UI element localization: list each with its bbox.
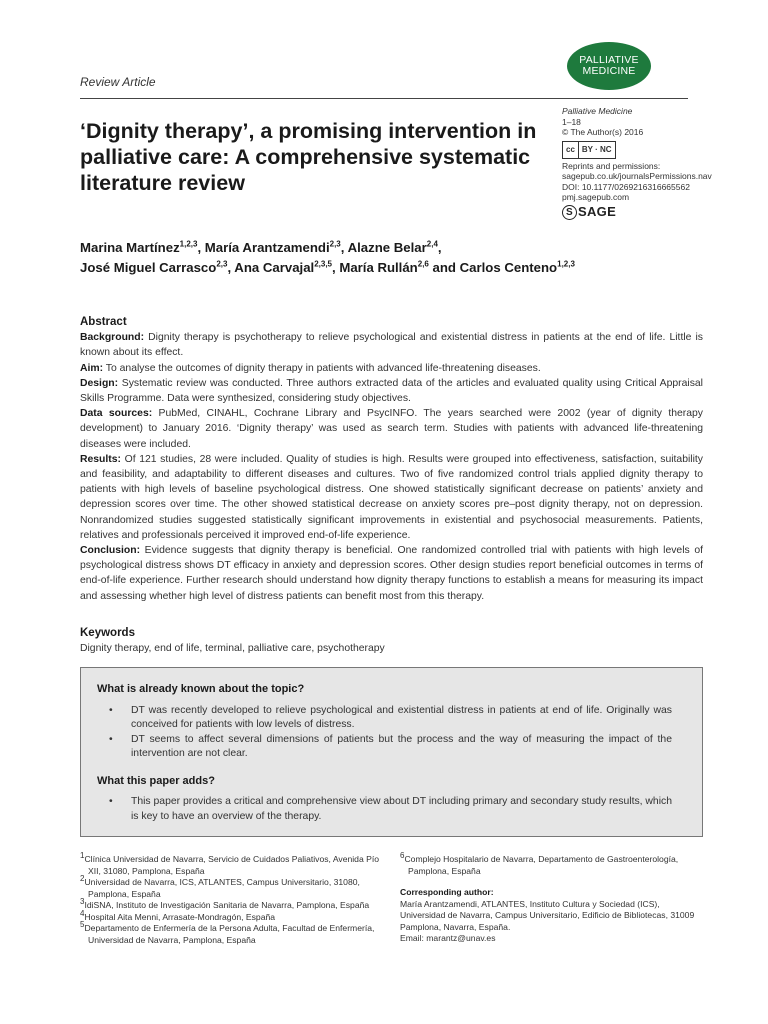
author-affiliation: 2,4: [426, 239, 438, 249]
author-name: María Rullán: [339, 260, 418, 275]
author-name: Carlos Centeno: [459, 260, 558, 275]
affiliations-right: [400, 851, 700, 945]
abstract-sources: [80, 406, 703, 452]
paper-title: ‘Dignity therapy’, a promising intervention in palliative care: A comprehensive systematic literature review: [80, 119, 537, 195]
affiliation: [80, 920, 380, 946]
keywords-text: Dignity therapy, end of life, terminal, palliative care, psychotherapy: [80, 643, 385, 654]
conclusion-text: Evidence suggests that dignity therapy is beneficial. One randomized controlled trial with patients with high levels of psychological distress shows DT efficacy in anxiety and depression scores. Other design studies report beneficial outcomes in terms of end-of-life experience. Further research should understand how dignity therapy functions to establish a means for measuring its impact and assessing whether high level of distress patients can benefit most from this therapy.: [80, 545, 703, 602]
design-text: Systematic review was conducted. Three authors extracted data of the articles and evaluated quality using Critical Appraisal Skills Programme. Data were synthesized, considering study objectives.: [80, 377, 703, 405]
abstract: [80, 315, 703, 604]
corresponding-heading: Corresponding author:: [400, 887, 494, 897]
author-affiliation: 2,6: [417, 259, 429, 269]
sage-icon: S: [562, 205, 577, 220]
aim-label: Aim:: [80, 362, 104, 374]
background-label: Background:: [80, 332, 145, 344]
abstract-heading: Abstract: [80, 316, 127, 328]
affiliation-number: 3: [80, 897, 85, 907]
known-list: [97, 704, 686, 762]
background-text: Dignity therapy is psychotherapy to relieve psychological and existential distress in patients at the end of life. Little is known about its effect.: [80, 332, 703, 359]
affiliation-number: 1: [80, 851, 85, 861]
publisher-logo: [562, 205, 742, 220]
affiliation-number: 6: [400, 851, 405, 861]
article-type: Review Article: [80, 75, 156, 89]
author-name: Marina Martínez: [80, 240, 180, 255]
affiliation: [80, 874, 380, 900]
known-heading: What is already known about the topic?: [97, 683, 305, 695]
author-affiliation: 2,3: [216, 259, 228, 269]
sources-text: PubMed, CINAHL, Cochrane Library and PsycINFO. The years searched were 2002 (year of dignity therapy development) to January 2016. ‘Dignity therapy’ was used as search term. Studies with patients with advanced life-threatening diseases were included.: [80, 408, 703, 450]
author-separator: ,: [197, 240, 205, 255]
abstract-aim: [80, 361, 703, 376]
corresponding-address: María Arantzamendi, ATLANTES, Instituto Cultura y Sociedad (ICS), Universidad de Navarra, Campus Universitario, Edificio de Bibliotecas, 31009 Pamplona, Navarra, España.: [400, 898, 695, 932]
page-range: 1–18: [562, 116, 581, 127]
results-text: Of 121 studies, 28 were included. Quality of studies is high. Results were grouped into effectiveness, satisfaction, suitability and feasibility, and adaptability to different diseases and cultures. Two of five randomized control trials applied dignity therapy to patients with high levels of baseline psychological distress. One showed statistically significant decrease on patients’ anxiety and depression scores over time. The other showed statistical decrease on anxiety scores pre–post dignity therapy, not on depression. Nonrandomized studies suggested statistically significant improvements in existential and psychosocial measurements. Patients, relatives and professionals perceived it improved end-of-life experience.: [80, 453, 703, 541]
conclusion-label: Conclusion:: [80, 545, 141, 557]
affiliation-text: IdiSNA, Instituto de Investigación Sanitaria de Navarra, Pamplona, España: [84, 900, 370, 910]
affiliation: [80, 908, 380, 924]
corresponding-email[interactable]: Email: marantz@unav.es: [400, 933, 496, 943]
author-affiliation: 1,2,3: [557, 259, 575, 269]
publisher-name: SAGE: [578, 203, 617, 219]
header-divider: [80, 98, 688, 99]
author-separator: ,: [332, 260, 340, 275]
author-name: María Arantzamendi: [204, 240, 330, 255]
affiliation-text: Clínica Universidad de Navarra, Servicio de Cuidados Paliativos, Avenida Pío XII, 31080, Pamplona, España: [84, 854, 380, 876]
author-name: José Miguel Carrasco: [80, 260, 217, 275]
keywords-section: [80, 625, 703, 657]
abstract-conclusion: [80, 543, 703, 604]
journal-info: [562, 106, 742, 220]
keywords-heading: Keywords: [80, 627, 135, 639]
journal-name: Palliative Medicine: [562, 106, 633, 116]
copyright: © The Author(s) 2016: [562, 127, 644, 137]
affiliation-text: Universidad de Navarra, ICS, ATLANTES, Campus Universitario, 31080, Pamplona, España: [84, 877, 360, 899]
affiliations-left: [80, 851, 380, 946]
affiliation: [80, 851, 380, 877]
abstract-design: [80, 376, 703, 406]
affiliation: [400, 851, 700, 877]
journal-site-link[interactable]: pmj.sagepub.com: [562, 192, 630, 202]
affiliation-number: 5: [80, 920, 85, 930]
design-label: Design:: [80, 377, 119, 389]
author-name: Alazne Belar: [347, 240, 427, 255]
cc-mark: cc: [563, 142, 579, 158]
list-item: • This paper provides a critical and comprehensive view about DT including primary and secondary study results, which is key to have an overview of the therapy.: [131, 795, 686, 824]
list-item: • DT seems to affect several dimensions of patients but the process and the way of measuring the impact of the intervention are not clear.: [131, 733, 686, 762]
abstract-results: [80, 452, 703, 543]
author-affiliation: 2,3: [329, 239, 341, 249]
logo-line2: MEDICINE: [582, 65, 636, 77]
cc-terms: BY · NC: [581, 144, 612, 154]
doi: DOI: 10.1177/0269216316665562: [562, 181, 690, 192]
abstract-background: [80, 330, 703, 360]
affiliation-text: Complejo Hospitalario de Navarra, Departamento de Gastroenterología, Pamplona, España: [404, 854, 679, 876]
author-affiliation: 2,3,5: [314, 259, 332, 269]
journal-logo: [567, 42, 651, 90]
affiliation-number: 4: [80, 908, 85, 918]
author-and: and: [428, 260, 460, 275]
author-list: [80, 238, 720, 278]
reprints-label: Reprints and permissions:: [562, 160, 661, 171]
affiliation-text: Departamento de Enfermería de la Persona Adulta, Facultad de Enfermería, Universidad de Navarra, Pamplona, España: [84, 923, 375, 945]
results-label: Results:: [80, 453, 121, 465]
reprints-link[interactable]: sagepub.co.uk/journalsPermissions.nav: [562, 171, 712, 181]
affiliation: [80, 897, 380, 912]
author-separator: ,: [340, 240, 348, 255]
author-affiliation: 1,2,3: [179, 239, 198, 249]
author-name: Ana Carvajal: [234, 260, 315, 275]
list-item: • DT was recently developed to relieve psychological and existential distress in patients at end of life. Originally was conceived for patients with low levels of distress.: [131, 704, 686, 733]
logo-line1: PALLIATIVE: [579, 54, 639, 66]
adds-list: [97, 795, 686, 824]
author-separator: ,: [437, 240, 442, 255]
cc-license-icon: [562, 141, 616, 159]
sources-label: Data sources:: [80, 408, 153, 420]
affiliation-text: Hospital Aita Menni, Arrasate-Mondragón, España: [84, 911, 276, 922]
author-separator: ,: [227, 260, 235, 275]
adds-heading: What this paper adds?: [97, 774, 215, 787]
affiliation-number: 2: [80, 874, 85, 884]
key-points-box: [80, 667, 703, 837]
aim-text: To analyse the outcomes of dignity therapy in patients with advanced life-threatening diseases.: [105, 362, 541, 374]
